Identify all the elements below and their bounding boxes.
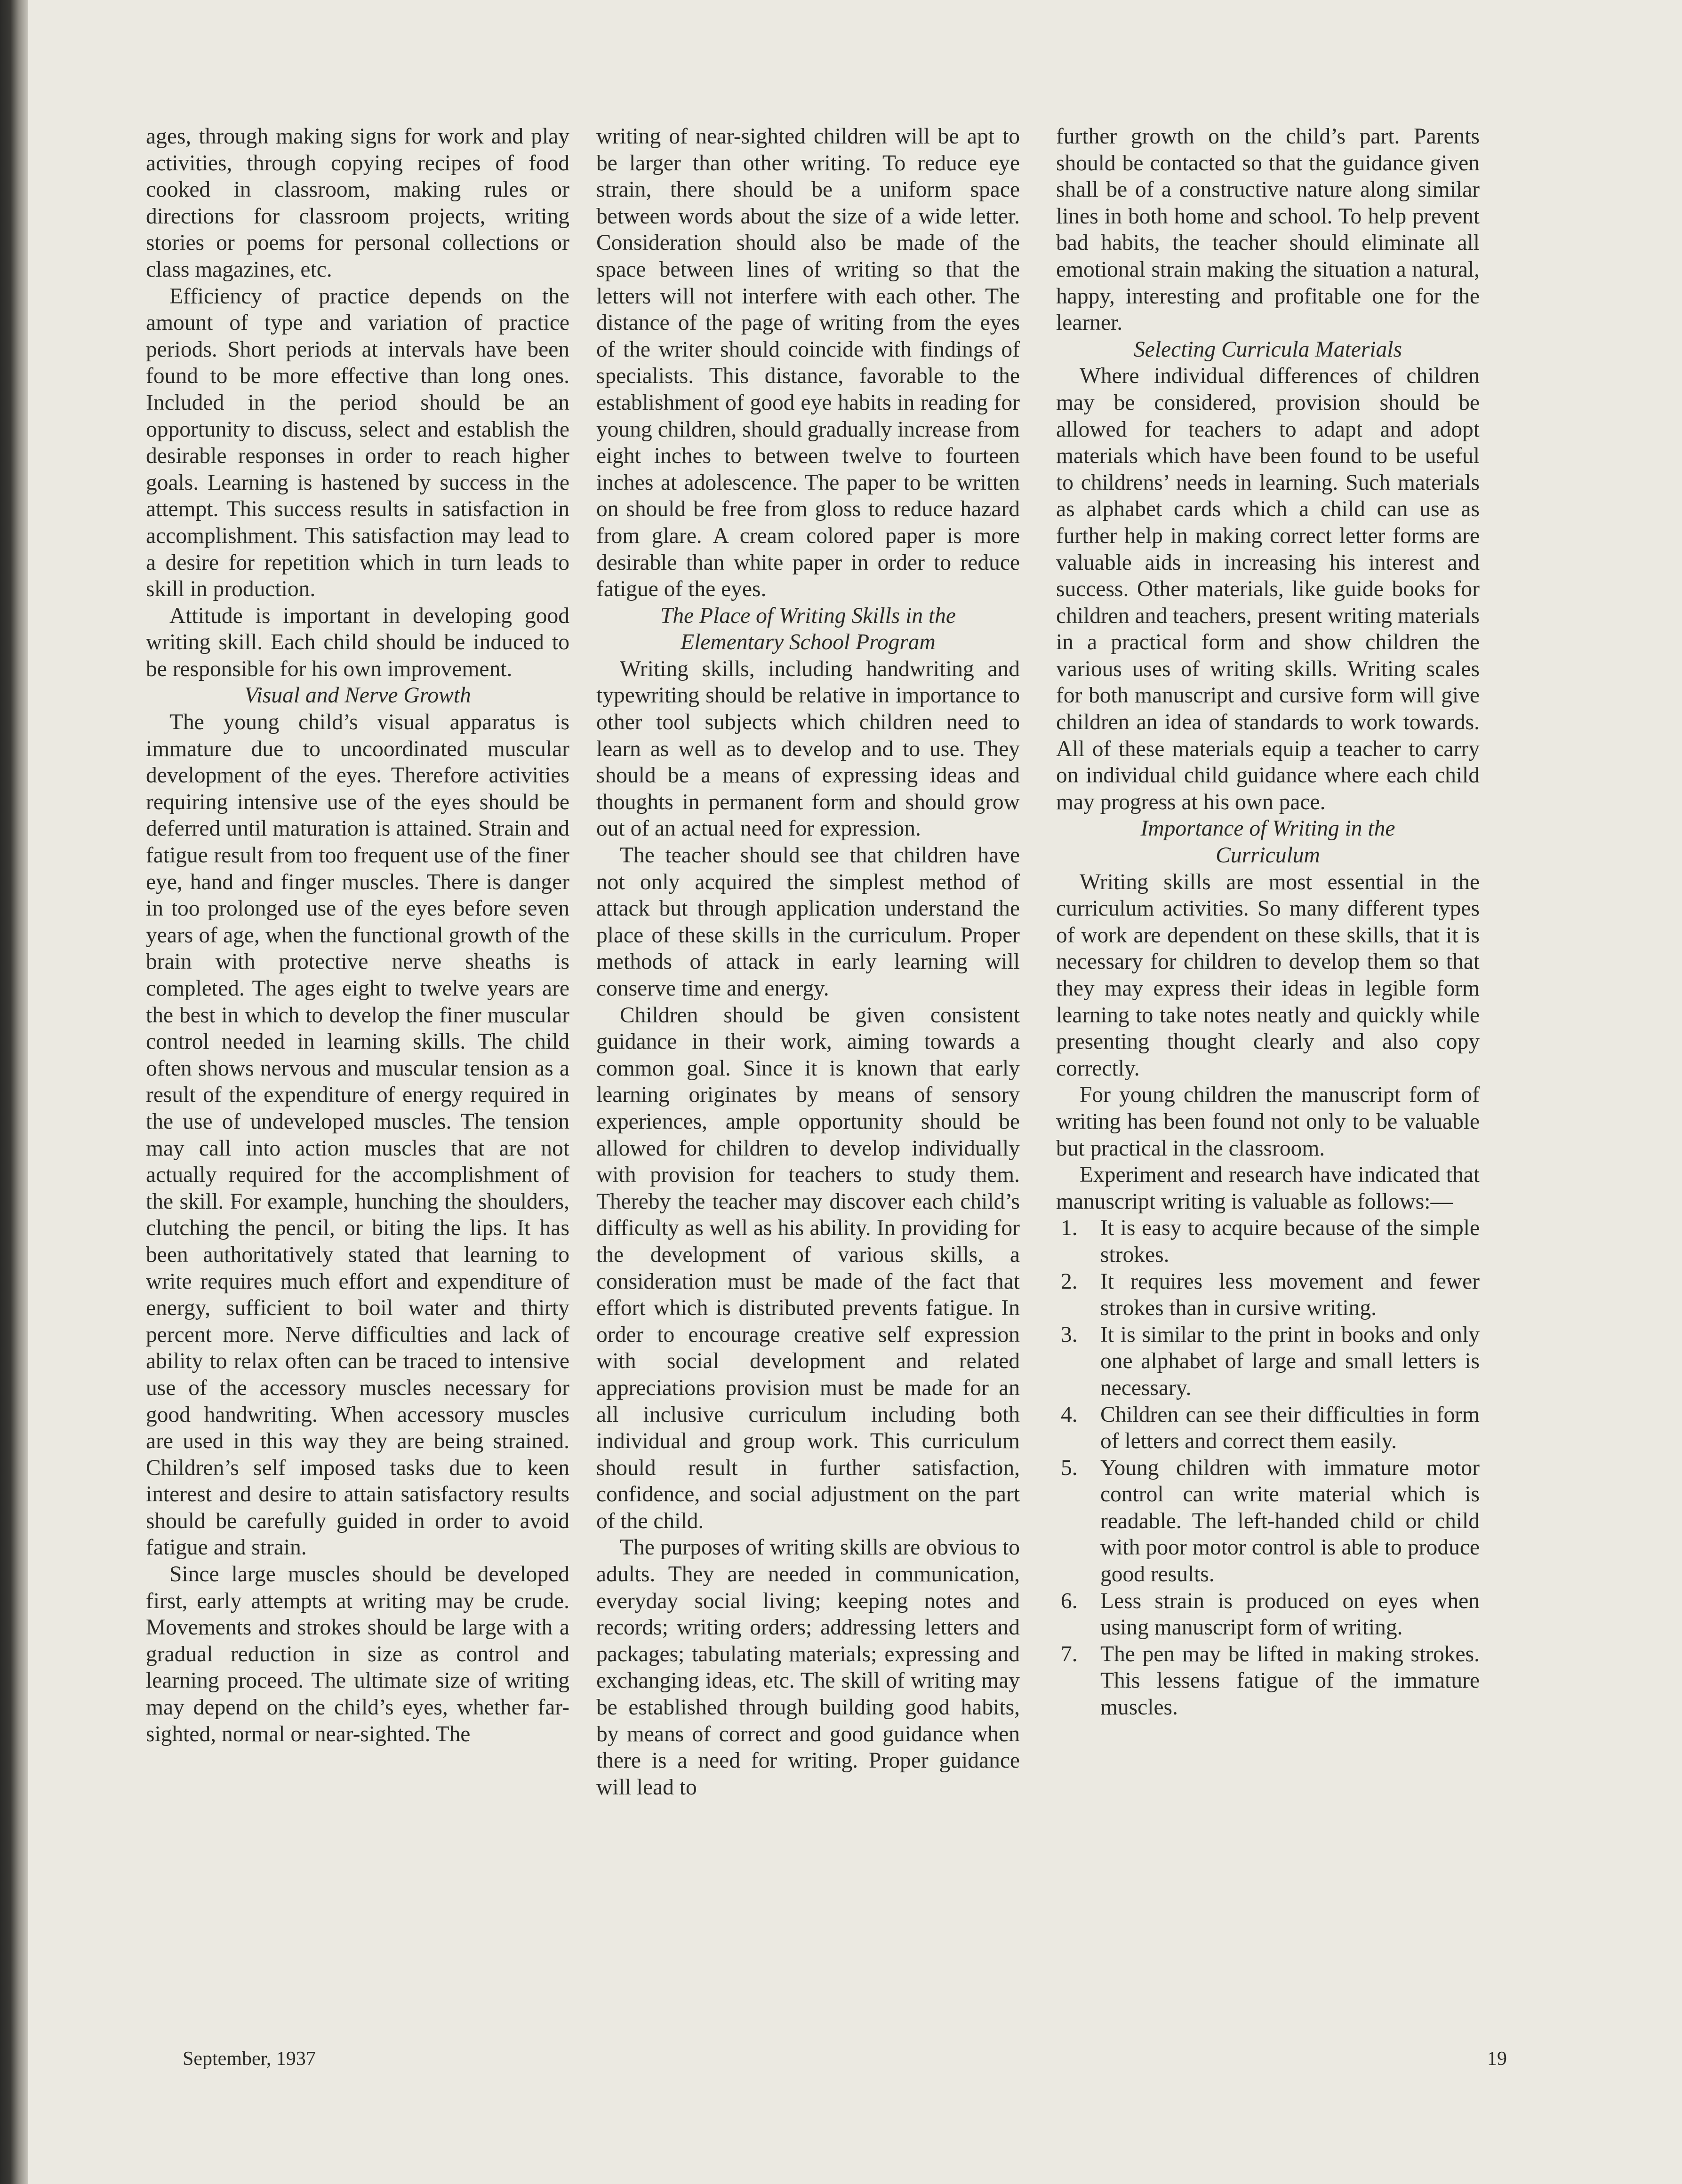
list-item-text: Children can see their difficulties in form of letters and correct them easily. [1100, 1402, 1480, 1454]
list-item-text: Less strain is produced on eyes when using manuscript form of writing. [1100, 1588, 1480, 1640]
text-column-3 [1056, 123, 1480, 1721]
footer-date: September, 1937 [183, 2048, 316, 2070]
section-heading: Selecting Curricula Materials [1134, 337, 1402, 362]
paragraph: Writing skills are most essential in the curriculum activities. So many different types of work are dependent on these skills, that it is necessary for children to develop them so that they may express their ideas in legible form learning to take notes neatly and quickly while presenting thought clearly and also copy correctly. [1056, 869, 1480, 1081]
text-column-2 [596, 123, 1020, 1801]
section-heading: Visual and Nerve Growth [244, 683, 471, 708]
binding-edge [0, 0, 28, 2184]
list-number: 2. [1061, 1269, 1078, 1294]
list-number: 5. [1061, 1455, 1078, 1480]
list-item [1056, 1641, 1480, 1721]
list-number: 7. [1061, 1642, 1078, 1666]
list-item-text: The pen may be lifted in making strokes. This lessens fatigue of the immature muscles. [1100, 1642, 1480, 1720]
list-number: 3. [1061, 1322, 1078, 1347]
list-item [1056, 1588, 1480, 1641]
paragraph: The purposes of writing skills are obvious to adults. They are needed in communication, everyday social living; keeping notes and records; writing orders; addressing letters and packages; tabulating materials; expressing and exchanging ideas, etc. The skill of writing may be established through building good habits, by means of correct and good guidance when there is a need for writing. Proper guidance will lead to [596, 1535, 1020, 1800]
paragraph: Where individual differences of children may be considered, provision should be allowed for teachers to adapt and adopt materials which have been found to be useful to childrens’ needs in learning. Such materials as alphabet cards which a child can use as further help in making correct letter forms are valuable aids in increasing his interest and success. Other materials, like guide books for children and teachers, present writing materials in a practical form and show children the various uses of writing skills. Writing scales for both manuscript and cursive form will give children an idea of standards to work towards. All of these materials equip a teacher to carry on individual child guidance where each child may progress at his own pace. [1056, 364, 1480, 814]
paragraph: Experiment and research have indicated that manuscript writing is valuable as follows:— [1056, 1163, 1480, 1214]
paragraph: The young child’s visual apparatus is immature due to uncoordinated muscular development of the eyes. Therefore activities requiring intensive use of the eyes should be deferred until maturation is attained. Strain and fatigue result from too frequent use of the finer eye, hand and finger muscles. There is danger in too prolonged use of the eyes before seven years of age, when the functional growth of the brain with protective nerve sheaths is completed. The ages eight to twelve years are the best in which to develop the finer muscular control needed in learning skills. The child often shows nervous and muscular tension as a result of the expenditure of energy required in the use of undeveloped muscles. The tension may call into action muscles that are not actually required for the accomplishment of the skill. For example, hunching the shoulders, clutching the pencil, or biting the lips. It has been authoritatively stated that learning to write requires much effort and expenditure of energy, sufficient to boil water and thirty percent more. Nerve difficulties and lack of ability to relax often can be traced to intensive use of the accessory muscles necessary for good handwriting. When accessory muscles are used in this way they are being strained. Children’s self imposed tasks due to keen interest and desire to attain satisfactory results should be carefully guided in order to avoid fatigue and strain. [146, 710, 569, 1560]
list-item-text: Young children with immature motor control can write material which is readable. The left-handed child or child with poor motor control is able to produce good results. [1100, 1455, 1480, 1587]
paragraph: For young children the manuscript form of writing has been found not only to be valuable but practical in the classroom. [1056, 1083, 1480, 1161]
paragraph: ages, through making signs for work and play activities, through copying recipes of food cooked in classroom, making rules or directions for classroom projects, writing stories or poems for personal collections or class magazines, etc. [146, 124, 569, 282]
paragraph: writing of near-sighted children will be apt to be larger than other writing. To reduce eye strain, there should be a uniform space between words about the size of a wide letter. Consideration should also be made of the space between lines of writing so that the letters will not interfere with each other. The distance of the page of writing from the eyes of the writer should coincide with findings of specialists. This distance, favorable to the establishment of good eye habits in reading for young children, should gradually increase from eight inches to between twelve to fourteen inches at adolescence. The paper to be written on should be free from gloss to reduce hazard from glare. A cream colored paper is more desirable than white paper in order to reduce fatigue of the eyes. [596, 124, 1020, 602]
paragraph: Attitude is important in developing good writing skill. Each child should be induced to be responsible for his own improvement. [146, 603, 569, 681]
page-number: 19 [1487, 2048, 1507, 2070]
section-heading-line: Curriculum [1216, 843, 1320, 868]
list-item-text: It requires less movement and fewer strokes than in cursive writing. [1100, 1269, 1480, 1321]
list-number: 4. [1061, 1402, 1078, 1427]
list-item [1056, 1402, 1480, 1455]
list-item-text: It is similar to the print in books and only one alphabet of large and small letters is necessary. [1100, 1322, 1480, 1400]
section-heading-line: Elementary School Program [681, 630, 936, 655]
paragraph: Children should be given consistent guidance in their work, aiming towards a common goal. Since it is known that early learning originates by means of sensory experiences, ample opportunity should be allowed for children to develop individually with provision for teachers to study them. Thereby the teacher may discover each child’s difficulty as well as his ability. In providing for the development of various skills, a consideration must be made of the fact that effort which is distributed prevents fatigue. In order to encourage creative self expression with social development and related appreciations provision must be made for an all inclusive curriculum including both individual and group work. This curriculum should result in further satisfaction, confidence, and social adjustment on the part of the child. [596, 1003, 1020, 1533]
list-item-text: It is easy to acquire because of the simple strokes. [1100, 1216, 1480, 1267]
list-item [1056, 1268, 1480, 1322]
list-item [1056, 1322, 1480, 1402]
list-number: 1. [1061, 1216, 1078, 1241]
list-item [1056, 1455, 1480, 1588]
section-heading-line: The Place of Writing Skills in the [660, 603, 956, 628]
paragraph: Efficiency of practice depends on the amount of type and variation of practice periods. Short periods at intervals have been found to be more effective than long ones. Included in the period should be an opportunity to discuss, select and establish the desirable responses in order to reach higher goals. Learning is hastened by success in the attempt. This success results in satisfaction in accomplishment. This satisfaction may lead to a desire for repetition which in turn leads to skill in production. [146, 284, 569, 602]
paragraph: Since large muscles should be developed first, early attempts at writing may be crude. Movements and strokes should be large with a gradual reduction in size as control and learning proceed. The ultimate size of writing may depend on the child’s eyes, whether far-sighted, normal or near-sighted. The [146, 1562, 569, 1746]
section-heading-line: Importance of Writing in the [1140, 816, 1395, 841]
paragraph: Writing skills, including handwriting and typewriting should be relative in importance to other tool subjects which children need to learn as well as to develop and to use. They should be a means of expressing ideas and thoughts in permanent form and should grow out of an actual need for expression. [596, 656, 1020, 841]
numbered-list [1056, 1215, 1480, 1721]
document-page [28, 0, 1682, 2184]
list-item [1056, 1215, 1480, 1268]
list-number: 6. [1061, 1588, 1078, 1613]
paragraph: further growth on the child’s part. Parents should be contacted so that the guidance given shall be of a constructive nature along similar lines in both home and school. To help prevent bad habits, the teacher should eliminate all emotional strain making the situation a natural, happy, interesting and profitable one for the learner. [1056, 124, 1480, 335]
section-heading [596, 603, 1020, 656]
text-column-1 [146, 123, 569, 1747]
paragraph: The teacher should see that children have not only acquired the simplest method of attack but through application understand the place of these skills in the curriculum. Proper methods of attack in early learning will conserve time and energy. [596, 843, 1020, 1001]
section-heading [1056, 815, 1480, 869]
